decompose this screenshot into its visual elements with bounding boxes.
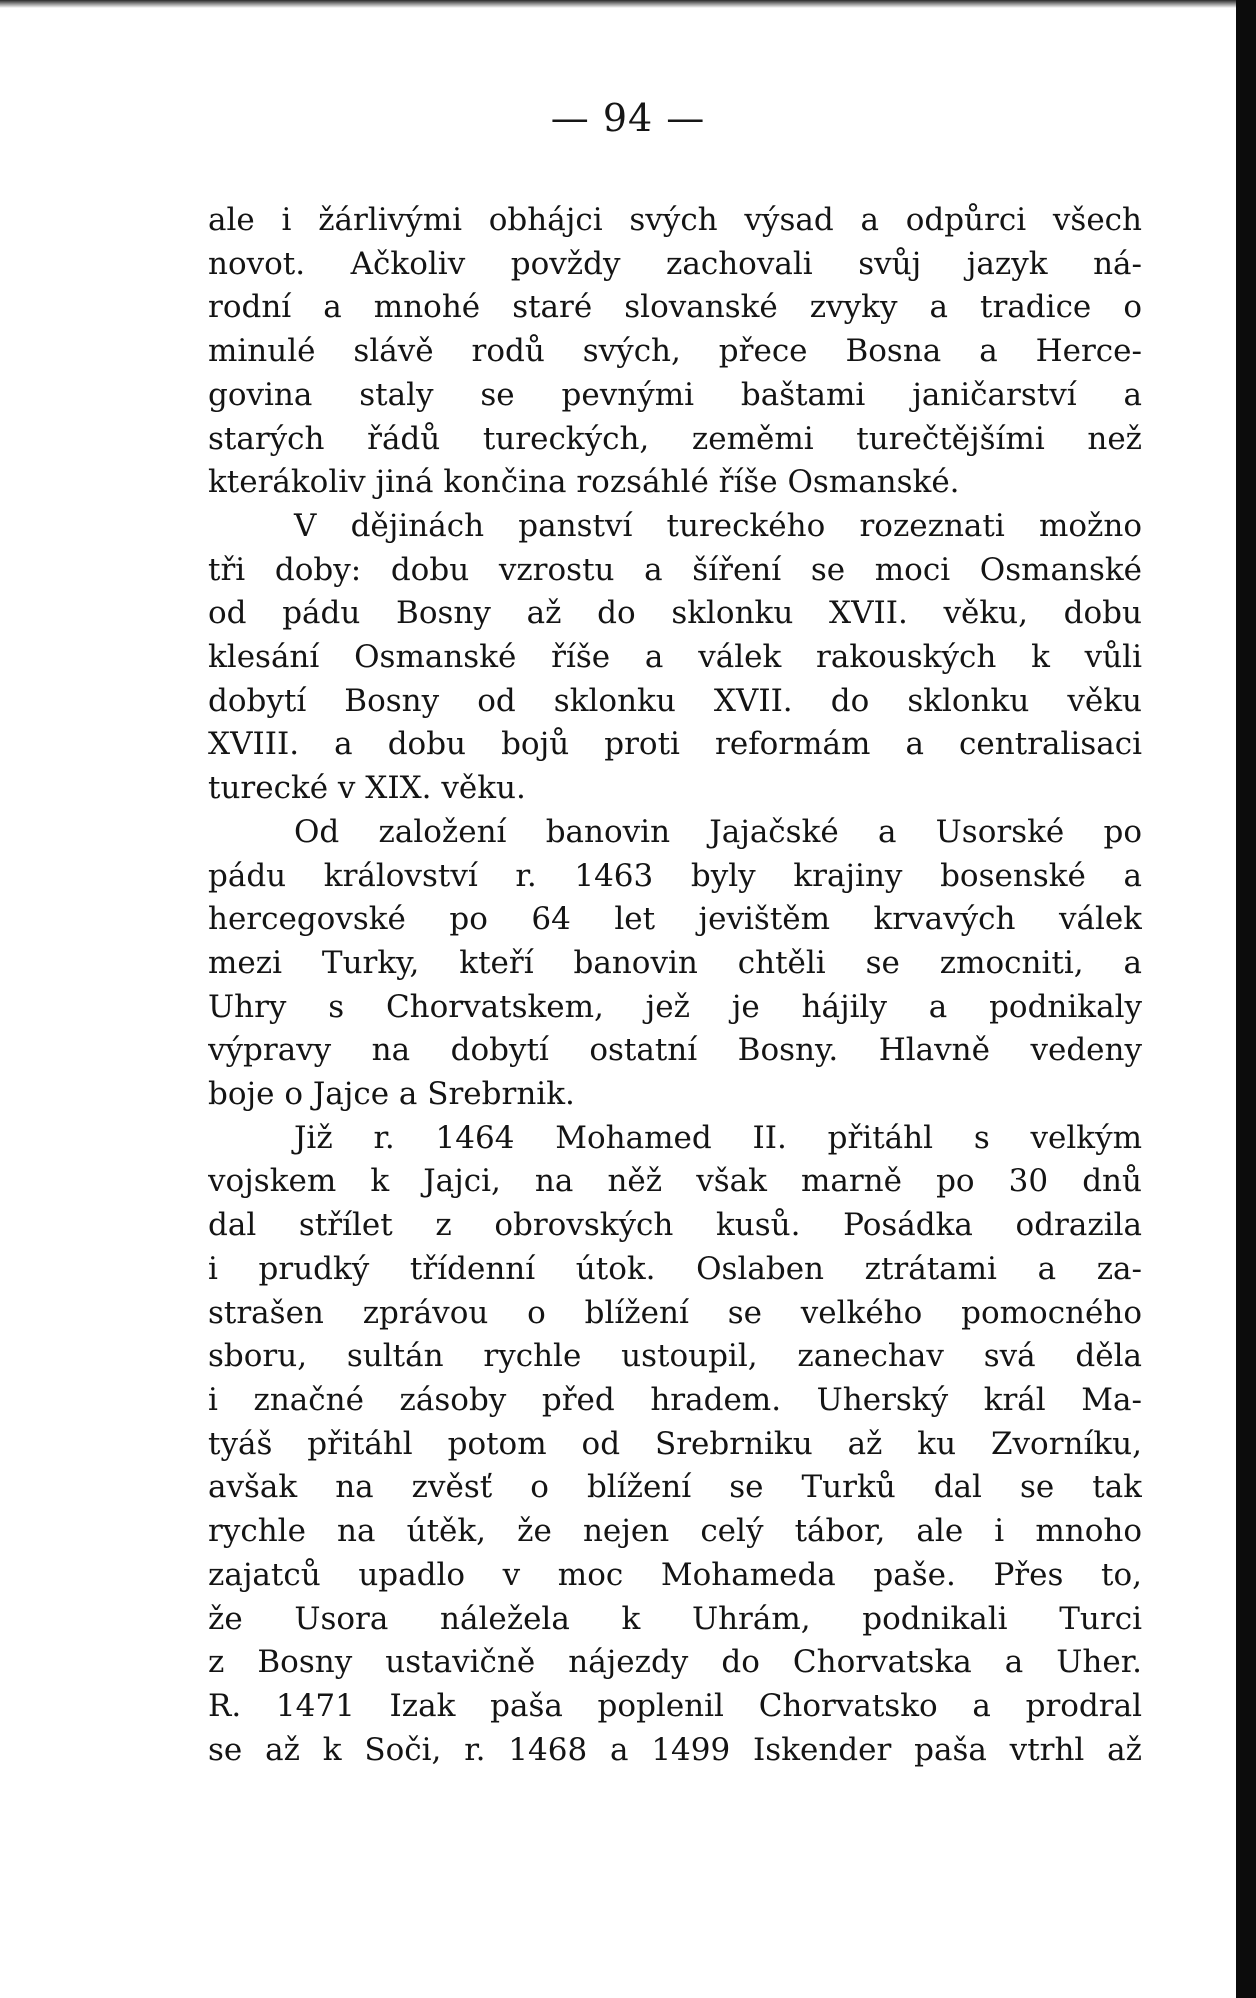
text-line: hercegovské po 64 let jevištěm krvavých válek — [208, 901, 1142, 938]
text-line: zajatců upadlo v moc Mohameda paše. Přes to, — [208, 1556, 1142, 1593]
text-line: govina staly se pevnými baštami janičarství a — [208, 376, 1142, 413]
text-line: že Usora náležela k Uhrám, podnikali Turci — [208, 1600, 1142, 1637]
text-line: Již r. 1464 Mohamed II. přitáhl s velkým — [294, 1119, 1142, 1156]
text-line: kterákoliv jiná končina rozsáhlé říše Osmanské. — [208, 464, 960, 501]
text-line: rychle na útěk, že nejen celý tábor, ale i mnoho — [208, 1513, 1142, 1550]
text-line: výpravy na dobytí ostatní Bosny. Hlavně vedeny — [208, 1032, 1142, 1069]
text-line: pádu království r. 1463 byly krajiny bosenské a — [208, 857, 1142, 894]
text-line: klesání Osmanské říše a válek rakouských k vůli — [208, 639, 1142, 676]
text-line: Od založení banovin Jajačské a Usorské po — [294, 813, 1142, 850]
text-line: i prudký třídenní útok. Oslaben ztrátami a za- — [208, 1250, 1142, 1287]
page-right-edge-shadow — [1236, 0, 1256, 1998]
text-line: tyáš přitáhl potom od Srebrniku až ku Zvorníku, — [208, 1425, 1142, 1462]
text-line: turecké v XIX. věku. — [208, 770, 526, 807]
text-line: mezi Turky, kteří banovin chtěli se zmocniti, a — [208, 944, 1142, 981]
page-top-edge-shadow — [0, 0, 1256, 8]
text-line: boje o Jajce a Srebrnik. — [208, 1076, 575, 1113]
text-line: dal střílet z obrovských kusů. Posádka odrazila — [208, 1207, 1142, 1244]
text-line: ale i žárlivými obhájci svých výsad a odpůrci všech — [208, 202, 1142, 238]
page-number: — 94 — — [550, 96, 706, 140]
text-line: dobytí Bosny od sklonku XVII. do sklonku věku — [208, 682, 1142, 719]
text-line: i značné zásoby před hradem. Uherský král Ma- — [208, 1381, 1142, 1418]
body-text — [208, 199, 1142, 1772]
text-line: R. 1471 Izak paša poplenil Chorvatsko a prodral — [208, 1687, 1142, 1724]
text-line: se až k Soči, r. 1468 a 1499 Iskender paša vtrhl až — [208, 1731, 1142, 1768]
text-line: tři doby: dobu vzrostu a šíření se moci Osmanské — [208, 551, 1142, 588]
text-line: V dějinách panství tureckého rozeznati možno — [294, 507, 1142, 544]
text-line: od pádu Bosny až do sklonku XVII. věku, dobu — [208, 595, 1142, 632]
text-line: strašen zprávou o blížení se velkého pomocného — [208, 1294, 1142, 1331]
text-line: vojskem k Jajci, na něž však marně po 30 dnů — [208, 1163, 1142, 1200]
text-line: sboru, sultán rychle ustoupil, zanechav svá děla — [208, 1338, 1142, 1375]
text-line: XVIII. a dobu bojů proti reformám a centralisaci — [208, 726, 1142, 763]
text-line: minulé slávě rodů svých, přece Bosna a Herce- — [208, 333, 1142, 370]
text-line: rodní a mnohé staré slovanské zvyky a tradice o — [208, 289, 1142, 326]
text-line: novot. Ačkoliv povždy zachovali svůj jazyk ná- — [208, 245, 1142, 282]
text-line: z Bosny ustavičně nájezdy do Chorvatska a Uher. — [208, 1644, 1142, 1681]
text-line: Uhry s Chorvatskem, jež je hájily a podnikaly — [208, 988, 1142, 1025]
text-line: starých řádů tureckých, zeměmi turečtějšími než — [208, 420, 1142, 457]
text-line: avšak na zvěsť o blížení se Turků dal se tak — [208, 1469, 1142, 1506]
